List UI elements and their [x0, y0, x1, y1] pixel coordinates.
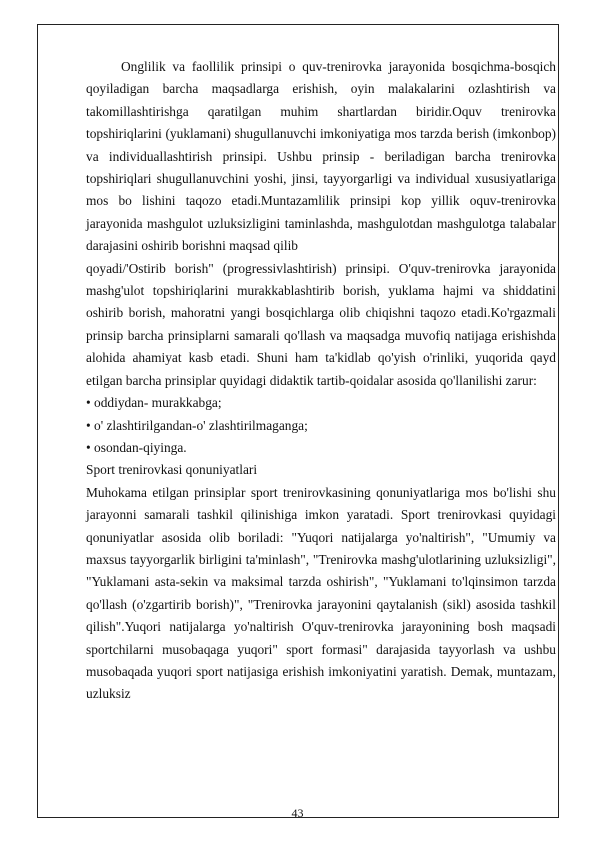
page-number: 43 — [291, 806, 304, 820]
paragraph-progression: qoyadi/'Ostirib borish" (progressivlashtirish) prinsipi. O'quv-trenirovka jarayonida mashg'ulot topshiriqlarini murakkablashtirib borish, yuklama hajmi va shiddatini oshirib borish, mahoratni yangi bosqichlarga olib chiqishni taqozo etadi.Ko'rgazmali prinsip barcha prinsiplarni samarali qo'llash va maqsadga muvofiq natijaga erishishda alohida ahamiyat kasb etadi. Shuni ham ta'kidlab qo'yish o'rinliki, yuqorida qayd etilgan barcha prinsiplar quyidagi didaktik tartib-qoidalar asosida qo'llanilishi zarur: — [86, 260, 556, 388]
list-item-simple-to-complex: • oddiydan- murakkabga; — [86, 395, 222, 411]
list-item-learned-to-unlearned: • o' zlashtirilgandan-o' zlashtirilmaganga; — [86, 417, 308, 433]
list-item-easy-to-hard: • osondan-qiyinga. — [86, 439, 187, 455]
paragraph-principles: Onglilik va faollilik prinsipi o quv-trenirovka jarayonida bosqichma-bosqich qoyiladigan barcha maqsadlarga erishish, oyin malakalarini ozlashtirish va takomillashtirishga qaratilgan muhim shartlardan biridir.Oquv trenirovka topshiriqlarini (yuklamani) shugullanuvchi imkoniyatiga mos tarzda berish (imkonbop) va individuallashtirish prinsipi. Ushbu prinsip - beriladigan barcha trenirovka topshiriqlari shugullanuvchini yoshi, jinsi, tayyorgarligi va individual xususiyatlariga mos bo lishini taqozo etadi.Muntazamlilik prinsipi kop yillik oquv-trenirovka jarayonida mashgulot uzluksizligini taminlashda, mashgulotdan mashgulotga talabalar darajasini oshirib borishni maqsad qilib — [86, 59, 556, 254]
paragraph-regularities: Muhokama etilgan prinsiplar sport trenirovkasining qonuniyatlariga mos bo'lishi shu jarayonni samarali tashkil qilinishiga imkon yaratadi. Sport trenirovkasi quyidagi qonuniyatlar asosida olib boriladi: "Yuqori natijalarga yo'naltirish", "Umumiy va maxsus tayyorgarlik birligini ta'minlash", "Trenirovka mashg'ulotlarining uzluksizligi", "Yuklamani asta-sekin va maksimal tarzda oshirish", "Yuklamani to'lqinsimon tarzda qo'llash (o'zgartirib borish)", "Trenirovka jarayonini qaytalanish (sikl) asosida tashkil qilish".Yuqori natijalarga yo'naltirish O'quv-trenirovka jarayonining bosh maqsadi sportchilarni musobaqaga yuqori" sport formasi" darajasida tayyorlash va ushbu musobaqada yuqori sport natijasiga erishish imkoniyatini yaratish. Demak, muntazam, uzluksiz — [86, 484, 556, 702]
section-heading: Sport trenirovkasi qonuniyatlari — [86, 462, 258, 478]
document-body — [86, 56, 556, 706]
